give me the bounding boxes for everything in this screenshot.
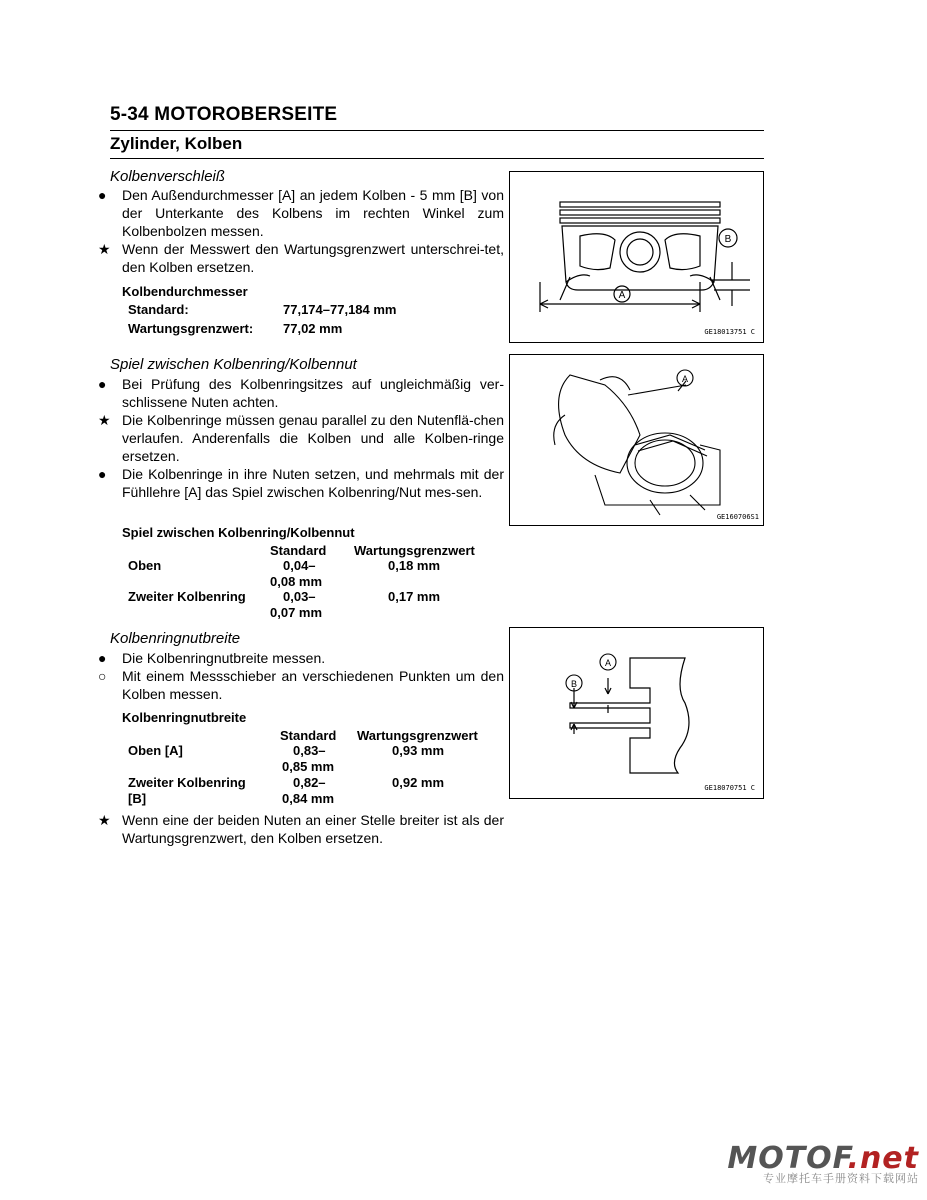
- figure-feeler-gauge: [509, 354, 764, 526]
- figure-groove-width: [509, 627, 764, 799]
- bullet-measure-diameter: ● Den Außendurchmesser [A] an jedem Kolben - 5 mm [B] von der Unterkante des Kolbens im rechten Winkel zum Kolbenbolzen messen.: [98, 187, 504, 239]
- star-replace-if-wider: ★ Wenn eine der beiden Nuten an einer Stelle breiter ist als der Wartungsgrenzwert, den Kolben ersetzen.: [98, 812, 504, 846]
- section-title: Zylinder, Kolben: [110, 134, 243, 153]
- label-b: B: [570, 679, 578, 689]
- spec-value: 77,02 mm: [283, 321, 343, 336]
- heading-kolbenverschleiss: Kolbenverschleiß: [110, 168, 226, 185]
- star-rings-parallel: ★ Die Kolbenringe müssen genau parallel zu den Nutenflä-chen verlaufen. Anderenfalls die Kolben und alle Kolben-ringe ersetzen.: [98, 412, 504, 464]
- figure-piston-diameter: [509, 171, 764, 343]
- spec-table-diameter: [128, 302, 396, 340]
- figure-code: GE160706S1: [716, 513, 759, 521]
- watermark: [727, 1141, 919, 1186]
- std-value: 0,03–: [283, 589, 316, 604]
- col-header-limit: Wartungsgrenzwert: [354, 543, 475, 558]
- row-label: Zweiter Kolbenring: [128, 775, 246, 790]
- label-a: A: [681, 374, 689, 384]
- bullet-check-grooves: ● Bei Prüfung des Kolbenringsitzes auf ungleichmäßig ver-schlissene Nuten achten.: [98, 376, 504, 410]
- figure-code: GE18013751 C: [704, 328, 755, 336]
- spec-title-diameter: Kolbendurchmesser: [122, 284, 248, 299]
- col-header-limit: Wartungsgrenzwert: [357, 728, 478, 743]
- bullet-feeler-gauge: ● Die Kolbenringe in ihre Nuten setzen, und mehrmals mit der Fühllehre [A] das Spiel zwischen Kolbenring/Nut mes-sen.: [98, 466, 504, 500]
- row-label: Oben: [128, 558, 162, 573]
- row-label: Zweiter Kolbenring: [128, 589, 246, 604]
- figure-code: GE18070751 C: [704, 784, 755, 792]
- std-value: 0,85 mm: [282, 759, 335, 774]
- heading-groove-width: Kolbenringnutbreite: [110, 630, 241, 647]
- watermark-slogan: 专业摩托车手册资料下载网站: [763, 1173, 919, 1185]
- spec-value: 77,174–77,184 mm: [283, 302, 397, 317]
- std-value: 0,08 mm: [270, 574, 323, 589]
- row-label: [B]: [128, 791, 147, 806]
- spec-title-width: Kolbenringnutbreite: [122, 710, 247, 725]
- star-replace-piston: ★ Wenn der Messwert den Wartungsgrenzwert unterschrei-tet, den Kolben ersetzen.: [98, 241, 504, 275]
- std-value: 0,04–: [283, 558, 316, 573]
- spec-label: Wartungsgrenzwert:: [128, 321, 254, 336]
- note-caliper: ○ Mit einem Messschieber an verschiedenen Punkten um den Kolben messen.: [98, 668, 504, 702]
- limit-value: 0,93 mm: [392, 743, 445, 758]
- limit-value: 0,18 mm: [388, 558, 441, 573]
- row-label: Oben [A]: [128, 743, 183, 758]
- spec-title-clearance: Spiel zwischen Kolbenring/Kolbennut: [122, 525, 355, 540]
- section-rule: [110, 158, 764, 159]
- col-header-standard: Standard: [280, 728, 337, 743]
- col-header-standard: Standard: [270, 543, 327, 558]
- label-a: A: [604, 658, 612, 668]
- limit-value: 0,92 mm: [392, 775, 445, 790]
- label-a: A: [618, 290, 626, 301]
- watermark-logo: MOTOF.net: [727, 1141, 919, 1176]
- std-value: 0,84 mm: [282, 791, 335, 806]
- limit-value: 0,17 mm: [388, 589, 441, 604]
- std-value: 0,83–: [293, 743, 326, 758]
- label-b: B: [724, 234, 732, 245]
- std-value: 0,07 mm: [270, 605, 323, 620]
- bullet-measure-width: ● Die Kolbenringnutbreite messen.: [98, 650, 326, 666]
- heading-ring-groove-clearance: Spiel zwischen Kolbenring/Kolbennut: [110, 356, 357, 373]
- page-title: 5-34 MOTOROBERSEITE: [110, 104, 338, 125]
- title-rule: [110, 130, 764, 131]
- std-value: 0,82–: [293, 775, 326, 790]
- spec-label: Standard:: [128, 302, 189, 317]
